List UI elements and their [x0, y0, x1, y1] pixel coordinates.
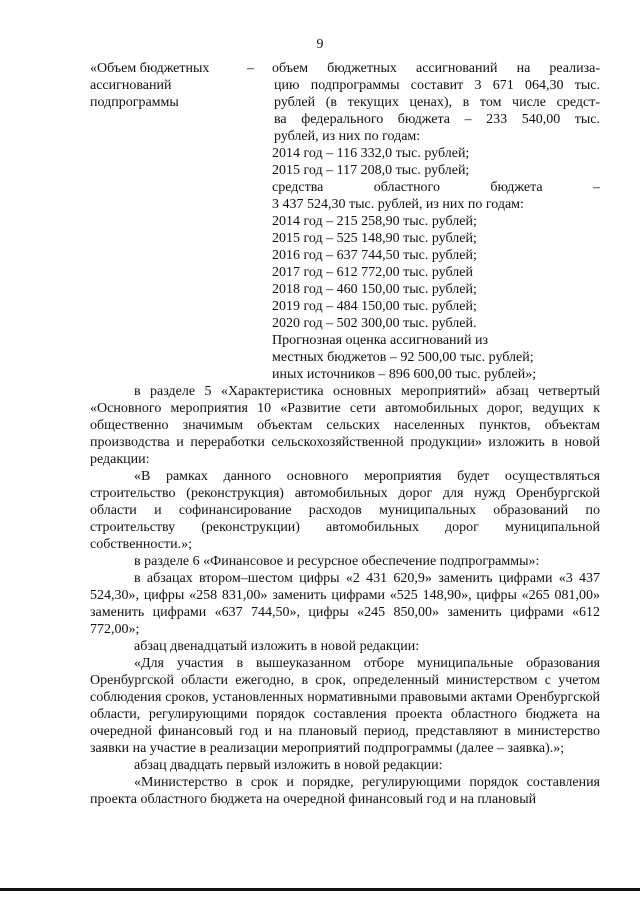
passport-line: рублей, из них по годам:	[274, 129, 421, 144]
paragraph-quote-activity: «В рамках данного основного мероприятия будет осуществляться строительство (реконструкция) автомобильных дорог для нужд Оренбургской области и софинансирование расходов муниципальных образований по строительству (реконструкции) автомобильных дорог муниципальной собственности.»;	[90, 469, 600, 552]
passport-label	[90, 60, 240, 111]
passport-line: местных бюджетов – 92 500,00 тыс. рублей;	[272, 350, 534, 365]
passport-line: 2020 год – 502 300,00 тыс. рублей.	[272, 316, 477, 331]
bottom-rule	[0, 888, 640, 891]
passport-line: 2014 год – 116 332,0 тыс. рублей;	[272, 146, 470, 161]
passport-label-line: подпрограммы	[90, 95, 179, 110]
passport-line: Прогнозная оценка ассигнований из	[272, 333, 489, 348]
passport-line: иных источников – 896 600,00 тыс. рублей»;	[272, 367, 537, 382]
paragraph-quote-selection: «Для участия в вышеуказанном отборе муниципальные образования Оренбургской области ежегодно, в срок, определенный министерством с учетом соблюдения сроков, установленных нормативными правовыми актами Оренбургской области, регулирующими порядок составления проекта областного бюджета на очередной финансовый год и на плановый период, представляют в министерство заявки на участие в реализации мероприятий подпрограммы (далее – заявка).»;	[90, 656, 600, 756]
passport-line: 3 437 524,30 тыс. рублей, из них по годам:	[272, 197, 524, 212]
paragraph-figures-replace: в абзацах втором–шестом цифры «2 431 620,9» заменить цифрами «3 437 524,30», цифры «258 831,00» заменить цифрами «525 148,90», цифры «265 081,00» заменить цифрами «637 744,50», цифры «245 850,00» заменить цифрами «612 772,00»;	[90, 571, 600, 637]
paragraph-section5: в разделе 5 «Характеристика основных мероприятий» абзац четвертый «Основного мероприятия 10 «Развитие сети автомобильных дорог, ведущих к общественно значимым объектам сельских населенных пунктов, объектам производства и переработки сельскохозяйственной продукции» изложить в новой редакции:	[90, 384, 600, 467]
passport-label-line: ассигнований	[90, 78, 172, 93]
passport-line: 2016 год – 637 744,50 тыс. рублей;	[272, 248, 477, 263]
document-body	[90, 383, 600, 808]
passport-line: 2018 год – 460 150,00 тыс. рублей;	[272, 282, 477, 297]
paragraph-section6: в разделе 6 «Финансовое и ресурсное обеспечение подпрограммы»:	[134, 554, 540, 569]
passport-line: цию подпрограммы составит 3 671 064,30 тыс.	[274, 78, 600, 93]
page-number: 9	[316, 37, 324, 52]
paragraph-twelfth: абзац двенадцатый изложить в новой редакции:	[134, 639, 420, 654]
passport-line: объем бюджетных ассигнований на реализа-	[272, 61, 600, 76]
passport-line: ва федерального бюджета – 233 540,00 тыс.	[274, 112, 600, 127]
passport-line: 2014 год – 215 258,90 тыс. рублей;	[272, 214, 477, 229]
passport-line: 2017 год – 612 772,00 тыс. рублей	[272, 265, 473, 280]
passport-label-line: «Объем бюджетных	[90, 61, 210, 76]
passport-line: 2019 год – 484 150,00 тыс. рублей;	[272, 299, 477, 314]
passport-line: 2015 год – 117 208,0 тыс. рублей;	[272, 163, 470, 178]
passport-line: 2015 год – 525 148,90 тыс. рублей;	[272, 231, 477, 246]
passport-line: средства областного бюджета –	[272, 180, 600, 195]
passport-line: рублей (в текущих ценах), в том числе средст-	[274, 95, 600, 110]
paragraph-twenty-first: абзац двадцать первый изложить в новой редакции:	[134, 758, 443, 773]
passport-value	[272, 60, 600, 383]
passport-dash: –	[247, 61, 254, 76]
paragraph-quote-ministry: «Министерство в срок и порядке, регулирующими порядок составления проекта областного бюджета на очередной финансовый год и на плановый	[90, 775, 600, 807]
